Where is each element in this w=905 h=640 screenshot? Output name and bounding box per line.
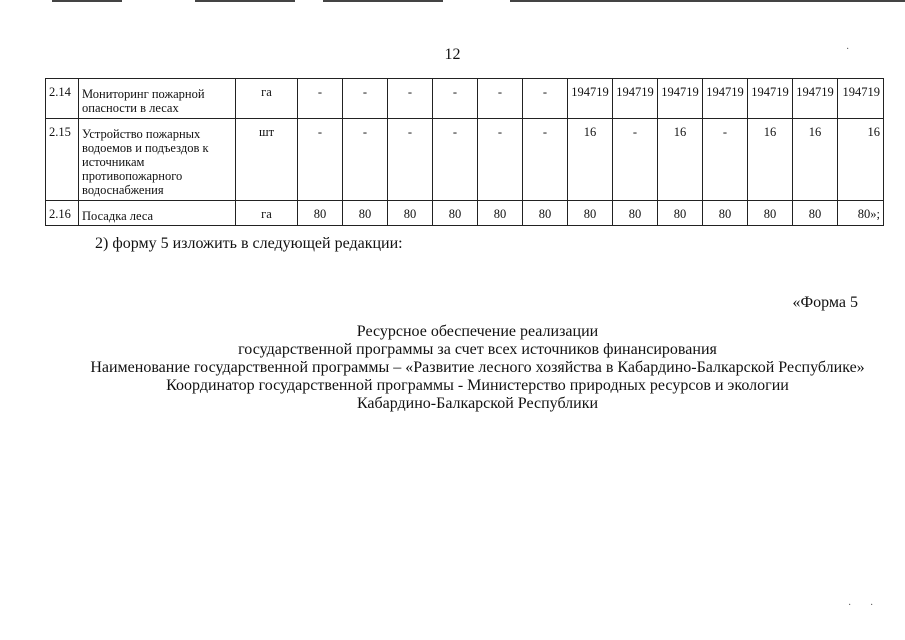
heading-line-2: государственной программы за счет всех источников финансирования (238, 341, 717, 358)
value-cell: 80 (568, 201, 613, 226)
value-cell: 194719 (703, 79, 748, 119)
unit-cell: га (236, 79, 298, 119)
indicator-table (45, 78, 884, 226)
value-cell: 80 (523, 201, 568, 226)
value-cell: 194719 (793, 79, 838, 119)
unit-cell: га (236, 201, 298, 226)
value-cell: 194719 (748, 79, 793, 119)
row-number-cell: 2.16 (46, 201, 79, 226)
activity-name-cell: Посадка леса (79, 201, 236, 226)
value-cell: 80 (478, 201, 523, 226)
value-cell: 80»; (838, 201, 884, 226)
row-number-cell: 2.15 (46, 119, 79, 201)
value-cell: 80 (298, 201, 343, 226)
activity-name-cell: Устройство пожарных водоемов и подъездов к источникам противопожарного водоснабжения (79, 119, 236, 201)
value-cell: - (613, 119, 658, 201)
top-rule-2 (195, 0, 295, 2)
value-cell: - (298, 79, 343, 119)
value-cell: - (523, 119, 568, 201)
value-cell: - (343, 79, 388, 119)
value-cell: 194719 (658, 79, 703, 119)
table-row (46, 79, 884, 119)
row-number-cell: 2.14 (46, 79, 79, 119)
value-cell: - (433, 119, 478, 201)
value-cell: 80 (388, 201, 433, 226)
table-body (46, 79, 884, 226)
value-cell: 80 (343, 201, 388, 226)
value-cell: 16 (793, 119, 838, 201)
scan-speck: · (848, 600, 852, 611)
value-cell: - (703, 119, 748, 201)
value-cell: 16 (568, 119, 613, 201)
value-cell: 80 (613, 201, 658, 226)
value-cell: - (433, 79, 478, 119)
value-cell: 80 (703, 201, 748, 226)
value-cell: 194719 (838, 79, 884, 119)
value-cell: 194719 (568, 79, 613, 119)
heading-line-5: Кабардино-Балкарской Республики (356, 395, 599, 412)
value-cell: 16 (838, 119, 884, 201)
heading-line-3: Наименование государственной программы – «Развитие лесного хозяйства в Кабардино-Балкарской Республике» (90, 359, 865, 376)
value-cell: - (478, 119, 523, 201)
value-cell: - (298, 119, 343, 201)
top-rule-1 (52, 0, 122, 2)
top-rule-4 (510, 0, 905, 2)
form-label: «Форма 5 (792, 294, 858, 311)
value-cell: - (523, 79, 568, 119)
value-cell: 16 (658, 119, 703, 201)
value-cell: 80 (793, 201, 838, 226)
activity-name-cell: Мониторинг пожарной опасности в лесах (79, 79, 236, 119)
form-heading (0, 323, 905, 413)
heading-line-4: Координатор государственной программы - Министерство природных ресурсов и экологии (166, 377, 789, 394)
scan-speck: · (870, 600, 874, 611)
instruction-text: 2) форму 5 изложить в следующей редакции: (95, 235, 403, 252)
value-cell: 16 (748, 119, 793, 201)
scan-speck: · (846, 44, 850, 55)
heading-line-1: Ресурсное обеспечение реализации (356, 323, 599, 340)
table-row (46, 201, 884, 226)
page-number: 12 (444, 46, 461, 63)
value-cell: 80 (658, 201, 703, 226)
top-rule-3 (323, 0, 443, 2)
value-cell: 80 (433, 201, 478, 226)
unit-cell: шт (236, 119, 298, 201)
value-cell: 80 (748, 201, 793, 226)
value-cell: - (478, 79, 523, 119)
value-cell: 194719 (613, 79, 658, 119)
table-row (46, 119, 884, 201)
value-cell: - (343, 119, 388, 201)
value-cell: - (388, 119, 433, 201)
value-cell: - (388, 79, 433, 119)
